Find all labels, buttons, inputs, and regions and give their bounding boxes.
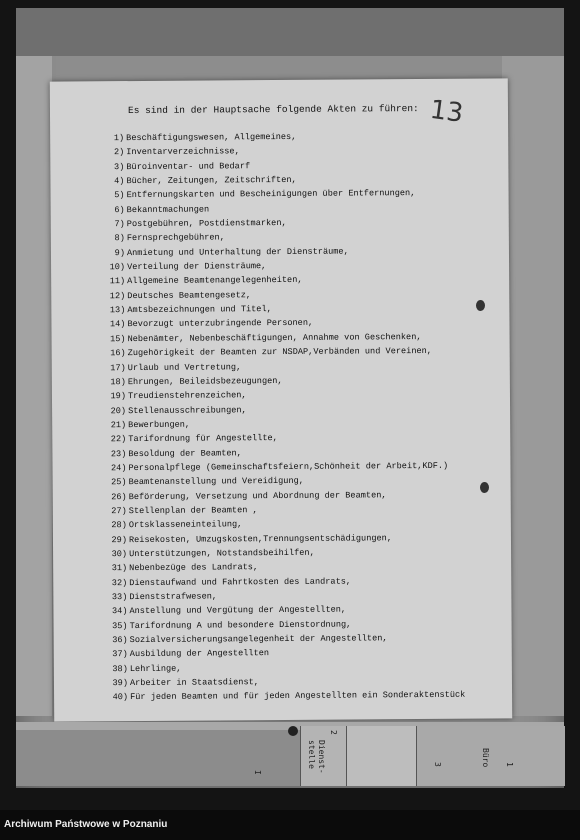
item-number: 20) bbox=[110, 405, 127, 416]
item-text: Ausbildung der Angestellten bbox=[129, 648, 270, 660]
item-number: 35) bbox=[112, 620, 128, 631]
item-number: 13) bbox=[109, 305, 126, 316]
item-number: 23) bbox=[110, 448, 127, 459]
item-text: Beschäftigungswesen, Allgemeines, bbox=[126, 131, 297, 144]
item-text: Dienstaufwand und Fahrtkosten des Landrats, bbox=[129, 576, 352, 588]
item-number: 27) bbox=[111, 506, 127, 517]
strip-label-one: 1 bbox=[505, 762, 514, 767]
item-text: Ortsklasseneinteilung, bbox=[128, 519, 243, 531]
item-text: Urlaub und Vertretung, bbox=[127, 361, 242, 373]
item-number: 30) bbox=[111, 549, 128, 560]
document-header: Es sind in der Hauptsache folgende Akten zu führen: bbox=[127, 103, 419, 117]
item-text: Stellenausschreibungen, bbox=[128, 404, 247, 416]
item-number: 10) bbox=[109, 262, 126, 273]
item-text: Bücher, Zeitungen, Zeitschriften, bbox=[126, 174, 297, 187]
item-number: 14) bbox=[109, 319, 126, 330]
item-number: 33) bbox=[111, 592, 128, 603]
item-text: Besoldung der Beamten, bbox=[128, 447, 242, 459]
item-number: 12) bbox=[109, 290, 126, 301]
item-text: Entfernungskarten und Bescheinigungen über Entfernungen, bbox=[126, 188, 416, 201]
item-text: Anstellung und Vergütung der Angestellten, bbox=[129, 604, 347, 617]
item-text: Für jeden Beamten und für jeden Angestellten ein Sonderaktenstück bbox=[130, 690, 466, 703]
item-text: Tarifordnung A und besondere Dienstordnung, bbox=[129, 619, 352, 631]
item-text: Deutsches Beamtengesetz, bbox=[127, 289, 252, 301]
item-text: Fernsprechgebühren, bbox=[126, 232, 225, 244]
item-number: 1) bbox=[113, 133, 125, 144]
item-number: 26) bbox=[111, 491, 127, 502]
item-number: 4) bbox=[114, 176, 125, 187]
item-number: 15) bbox=[110, 333, 126, 345]
item-number: 37) bbox=[112, 649, 128, 660]
item-text: Beamtenanstellung und Vereidigung, bbox=[128, 476, 304, 488]
item-text: Personalpflege (Gemeinschaftsfeiern,Schönheit der Arbeit,KDF.) bbox=[128, 460, 449, 473]
item-text: Bevorzugt unterzubringende Personen, bbox=[127, 318, 314, 330]
item-text: Zugehörigkeit der Beamten zur NSDAP,Verbänden und Vereinen, bbox=[127, 346, 432, 359]
file-list bbox=[100, 128, 544, 705]
item-number: 7) bbox=[114, 219, 125, 230]
strip-label-buero: Büro bbox=[481, 748, 490, 768]
item-number: 22) bbox=[110, 434, 127, 445]
item-text: Nebenbezüge des Landrats, bbox=[129, 562, 259, 574]
form-column-blank bbox=[346, 726, 417, 786]
item-number: 5) bbox=[114, 190, 125, 201]
item-number: 25) bbox=[111, 477, 127, 488]
archive-credit: Archiwum Państwowe w Poznaniu bbox=[4, 819, 168, 830]
item-text: Anmietung und Unterhaltung der Diensträume, bbox=[126, 246, 349, 258]
item-number: 21) bbox=[110, 419, 127, 431]
item-number: 18) bbox=[110, 376, 126, 388]
item-number: 11) bbox=[109, 276, 126, 287]
handwritten-page-number: 13 bbox=[428, 94, 465, 129]
form-column-buero bbox=[416, 726, 565, 786]
item-number: 31) bbox=[111, 563, 128, 574]
item-number: 2) bbox=[113, 147, 125, 158]
item-text: Reisekosten, Umzugskosten,Trennungsentschädigungen, bbox=[128, 532, 393, 545]
item-text: Beförderung, Versetzung und Abordnung der Beamten, bbox=[128, 489, 387, 502]
item-text: Postgebühren, Postdienstmarken, bbox=[126, 218, 287, 230]
strip-label-stelle: stelle bbox=[307, 740, 316, 769]
item-number: 19) bbox=[110, 391, 127, 402]
item-number: 16) bbox=[110, 348, 126, 359]
board-left-band bbox=[16, 56, 52, 716]
punch-hole bbox=[476, 300, 485, 311]
item-number: 32) bbox=[111, 577, 128, 588]
board-top-band bbox=[16, 8, 564, 56]
item-text: Ehrungen, Beileidsbezeugungen, bbox=[127, 375, 283, 387]
punch-hole bbox=[480, 482, 489, 493]
item-number: 3) bbox=[114, 161, 125, 172]
item-text: Bekanntmachungen bbox=[126, 204, 210, 215]
item-number: 29) bbox=[111, 534, 128, 545]
strip-label-number: 2 bbox=[329, 730, 338, 735]
item-text: Lehrlinge, bbox=[129, 663, 182, 674]
item-text: Arbeiter in Staatsdienst, bbox=[129, 677, 259, 689]
binder-clip bbox=[288, 726, 298, 736]
item-text: Amtsbezeichnungen und Titel, bbox=[127, 304, 272, 316]
item-number: 6) bbox=[114, 204, 125, 215]
item-number: 34) bbox=[111, 606, 128, 617]
item-number: 28) bbox=[111, 520, 127, 531]
item-text: Dienststrafwesen, bbox=[129, 591, 218, 603]
item-text: Unterstützungen, Notstandsbeihilfen, bbox=[129, 547, 315, 560]
item-text: Sozialversicherungsangelegenheit der Angestellten, bbox=[129, 633, 388, 646]
item-text: Tarifordnung für Angestellte, bbox=[128, 433, 278, 445]
item-text: Büroinventar- und Bedarf bbox=[126, 160, 251, 172]
item-text: Allgemeine Beamtenangelegenheiten, bbox=[127, 275, 303, 287]
item-text: Verteilung der Diensträume, bbox=[127, 261, 267, 273]
item-number: 8) bbox=[114, 233, 125, 244]
item-number: 40) bbox=[112, 692, 129, 703]
document-page bbox=[50, 78, 512, 721]
item-text: Treudienstehrenzeichen, bbox=[127, 390, 247, 402]
item-text: Inventarverzeichnisse, bbox=[126, 146, 240, 158]
strip-label-dienst: Dienst- bbox=[317, 740, 326, 774]
item-number: 9) bbox=[114, 247, 126, 258]
item-text: Nebenämter, Nebenbeschäftigungen, Annahme von Geschenken, bbox=[127, 331, 422, 344]
item-number: 24) bbox=[110, 462, 127, 474]
item-number: 36) bbox=[112, 635, 128, 646]
list-item bbox=[104, 688, 544, 705]
item-number: 38) bbox=[112, 663, 128, 674]
item-number: 39) bbox=[112, 678, 129, 689]
strip-label-roman: I bbox=[253, 770, 262, 775]
strip-label-three: 3 bbox=[433, 762, 442, 767]
item-text: Bewerbungen, bbox=[128, 419, 191, 430]
item-number: 17) bbox=[110, 362, 126, 373]
item-text: Stellenplan der Beamten , bbox=[128, 505, 258, 517]
